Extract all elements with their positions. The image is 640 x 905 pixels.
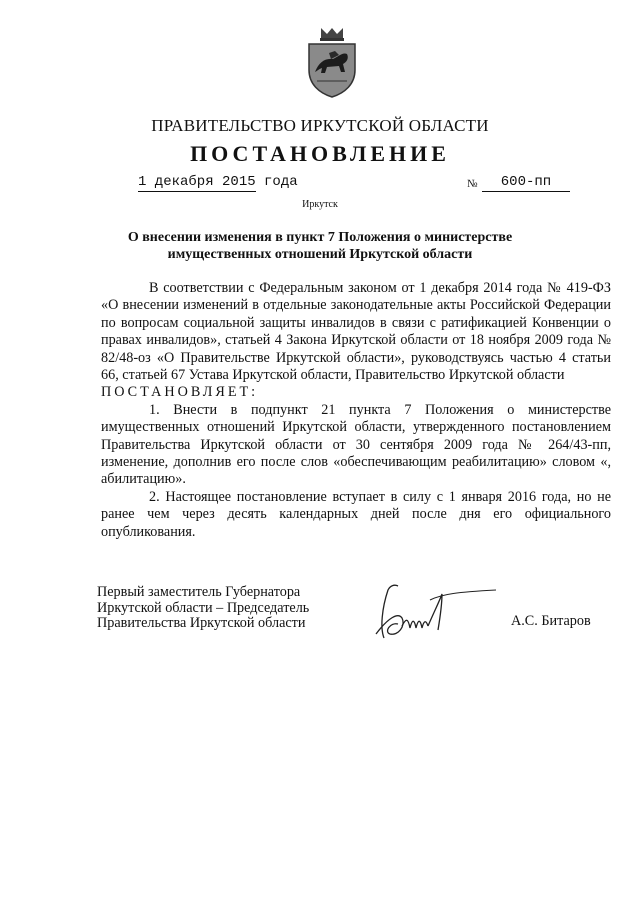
document-heading xyxy=(120,229,520,263)
item-1-paragraph: 1. Внести в подпункт 21 пункта 7 Положения о министерстве имущественных отношений Иркутской области, утвержденного постановлением Правительства Иркутской области от 30 сентября 2009 года № 264/43-пп, изменение, дополнив его после слов «обеспечивающим реабилитацию» словом «, абилитацию». xyxy=(101,401,611,488)
document-body xyxy=(101,280,611,541)
signer-position-line-3: Правительства Иркутской области xyxy=(97,615,306,632)
government-title: ПРАВИТЕЛЬСТВО ИРКУТСКОЙ ОБЛАСТИ xyxy=(151,116,489,135)
signer-position-line-2: Иркутской области – Председатель xyxy=(97,599,310,616)
document-type: ПОСТАНОВЛЕНИЕ xyxy=(190,141,450,166)
signer-position-line-1: Первый заместитель Губернатора xyxy=(97,584,301,600)
item-2-paragraph: 2. Настоящее постановление вступает в силу с 1 января 2016 года, но не ранее чем через десять календарных дней после дня его официального опубликования. xyxy=(101,488,611,540)
handwritten-signature-icon xyxy=(368,578,508,646)
signer-name: А.С. Битаров xyxy=(511,613,591,629)
document-number: 600-пп xyxy=(482,174,570,192)
preamble-paragraph: В соответствии с Федеральным законом от 1 декабря 2014 года № 419-ФЗ «О внесении изменений в отдельные законодательные акты Российской Федерации по вопросам социальной защиты инвалидов в связи с ратификацией Конвенции о правах инвалидов», статьей 4 Закона Иркутской области от 18 ноября 2009 года № 82/48-оз «О Правительстве Иркутской области», руководствуясь частью 4 статьи 66, статьей 67 Устава Иркутской области, Правительство Иркутской области xyxy=(101,280,611,384)
irkutsk-coat-of-arms-icon xyxy=(307,26,357,98)
decree-word: ПОСТАНОВЛЯЕТ: xyxy=(101,384,259,401)
signer-position xyxy=(97,585,309,632)
document-date-suffix: года xyxy=(255,174,298,190)
number-sign: № xyxy=(467,178,478,190)
heading-line-2: имущественных отношений Иркутской области xyxy=(167,247,473,262)
heading-line-1: О внесении изменения в пункт 7 Положения о министерстве xyxy=(127,230,513,245)
document-city: Иркутск xyxy=(302,199,338,210)
document-date xyxy=(138,174,298,190)
document-date-value: 1 декабря 2015 xyxy=(138,174,256,190)
